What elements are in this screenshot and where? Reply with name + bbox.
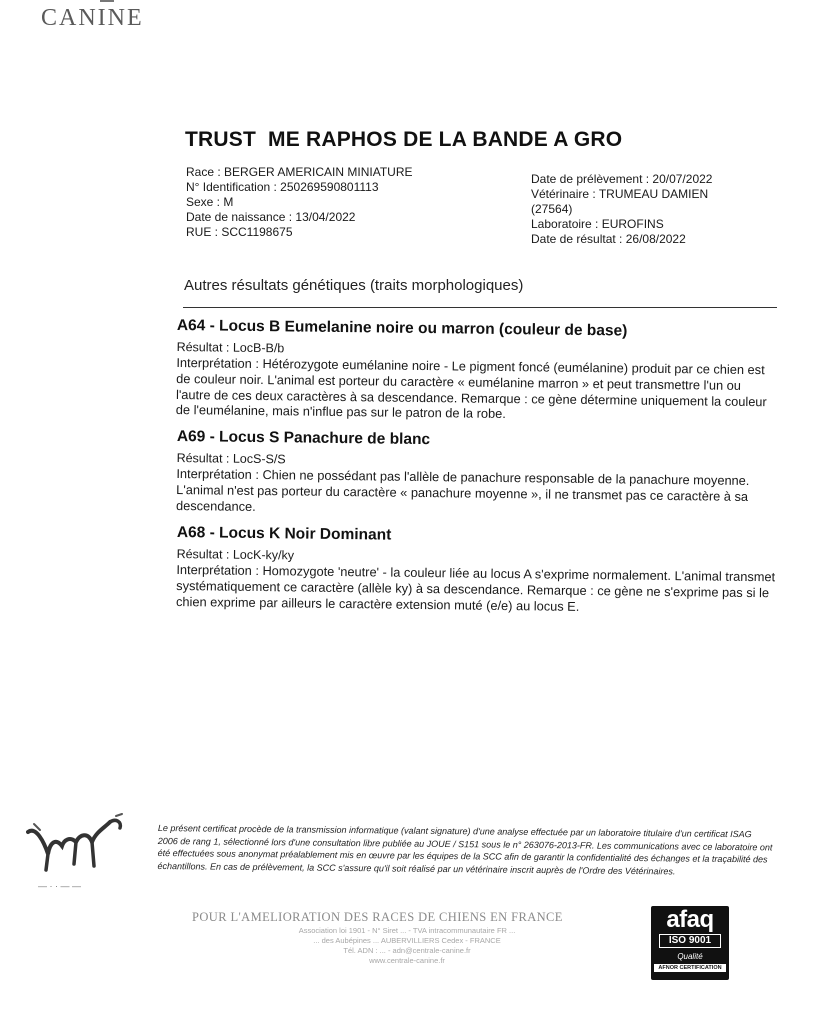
veterinarian-number: (27564) [531, 202, 573, 216]
result-title: A64 - Locus B Eumelanine noire ou marron (couleur de base) [176, 316, 628, 340]
result-interpretation: Interprétation : Hétérozygote eumélanine noire - Le pigment foncé (eumélanine) produit par ce chien est de couleur noir. L'animal est porteur du caractère « eumélanine marron » et peut transmettre l'un ou l'autre de ces deux caractères à sa descendance. Remarque : ce gène détermine uniquement la couleur de l'eumélanine, mais n'influe pas sur le patron de la robe. [175, 354, 767, 422]
brand-name: CANINE [41, 5, 144, 31]
quality-label: Qualité [677, 952, 703, 961]
certificate-notice: Le présent certificat procède de la transmission informatique (valant signature) d'une analyse effectuée par un laboratoire titulaire d'un certificat ISAG 2006 de rang 1, sélectionné lors d'une consultation libre publiée au JOUE / S151 sous le n° 263076-2013-FR. Les communications avec ce laboratoire ont été effectuées sous anonymat préalablement mis en œuvre par les équipes de la SCC afin de garantir la confidentialité des échanges et la traçabilité des échantillons. En cas de prélèvement, la SCC s'assure qu'il soit réalisé par un vétérinaire inscrit auprès de l'Ordre des Vétérinaires. [157, 822, 773, 876]
result-block-a68 [176, 523, 777, 617]
afaq-certification-logo [651, 906, 729, 980]
afnor-label: AFNOR CERTIFICATION [654, 964, 726, 972]
result-title: A68 - Locus K Noir Dominant [176, 523, 392, 544]
association-line: www.centrale-canine.fr [369, 956, 445, 965]
sample-date: Date de prélèvement : 20/07/2022 [531, 172, 713, 186]
dog-rue: RUE : SCC1198675 [186, 225, 293, 239]
veterinarian: Vétérinaire : TRUMEAU DAMIEN [531, 187, 709, 201]
dog-info [186, 165, 412, 240]
result-interpretation: Interprétation : Chien ne possédant pas l'allèle de panachure responsable de la panachure moyenne. L'animal n'est pas porteur du caractère « panachure moyenne », il ne transmet pas ce caractère à sa descendance. [175, 466, 750, 514]
association-line: Tél. ADN : ... - adn@centrale-canine.fr [343, 946, 471, 955]
laboratory: Laboratoire : EUROFINS [531, 217, 664, 231]
result-title: A69 - Locus S Panachure de blanc [176, 428, 431, 449]
dog-logo-icon [26, 812, 136, 882]
sample-info [531, 172, 712, 247]
result-value: Résultat : LocS-S/S [176, 451, 286, 467]
dog-name: TRUST ME RAPHOS DE LA BANDE A GRO [185, 128, 623, 151]
result-date: Date de résultat : 26/08/2022 [531, 232, 686, 246]
logo-underline: — · · — — [38, 881, 81, 891]
brand-mark [100, 0, 114, 2]
association-line: Association loi 1901 - N° Siret ... - TVA intracommunautaire FR ... [298, 926, 516, 935]
dog-birth-date: Date de naissance : 13/04/2022 [186, 210, 356, 224]
association-title: POUR L'AMELIORATION DES RACES DE CHIENS EN FRANCE [192, 910, 563, 924]
section-title: Autres résultats génétiques (traits morphologiques) [184, 277, 524, 294]
dog-sex: Sexe : M [186, 195, 234, 209]
result-block-a69 [176, 427, 777, 521]
genetic-results [177, 316, 777, 618]
afaq-brand: afaq [666, 906, 714, 933]
association-address [182, 926, 632, 966]
result-value: Résultat : LocB-B/b [176, 339, 285, 356]
dog-identification: N° Identification : 250269590801113 [186, 180, 379, 194]
iso-label: ISO 9001 [659, 934, 721, 948]
association-line: ... des Aubépines ... AUBERVILLIERS Cedex - FRANCE [313, 936, 501, 945]
result-block-a64 [176, 316, 777, 426]
result-interpretation: Interprétation : Homozygote 'neutre' - la couleur liée au locus A s'exprime normalement. L'animal transmet systématiquement ce caractère (allèle ky) à sa descendance. Remarque : ce gène ne s'exprime pas si le chien exprime par ailleurs le caractère extension muté (e/e) au locus E. [175, 561, 776, 614]
result-value: Résultat : LocK-ky/ky [176, 546, 295, 563]
section-divider [183, 307, 777, 308]
dog-race: Race : BERGER AMERICAIN MINIATURE [186, 165, 413, 179]
